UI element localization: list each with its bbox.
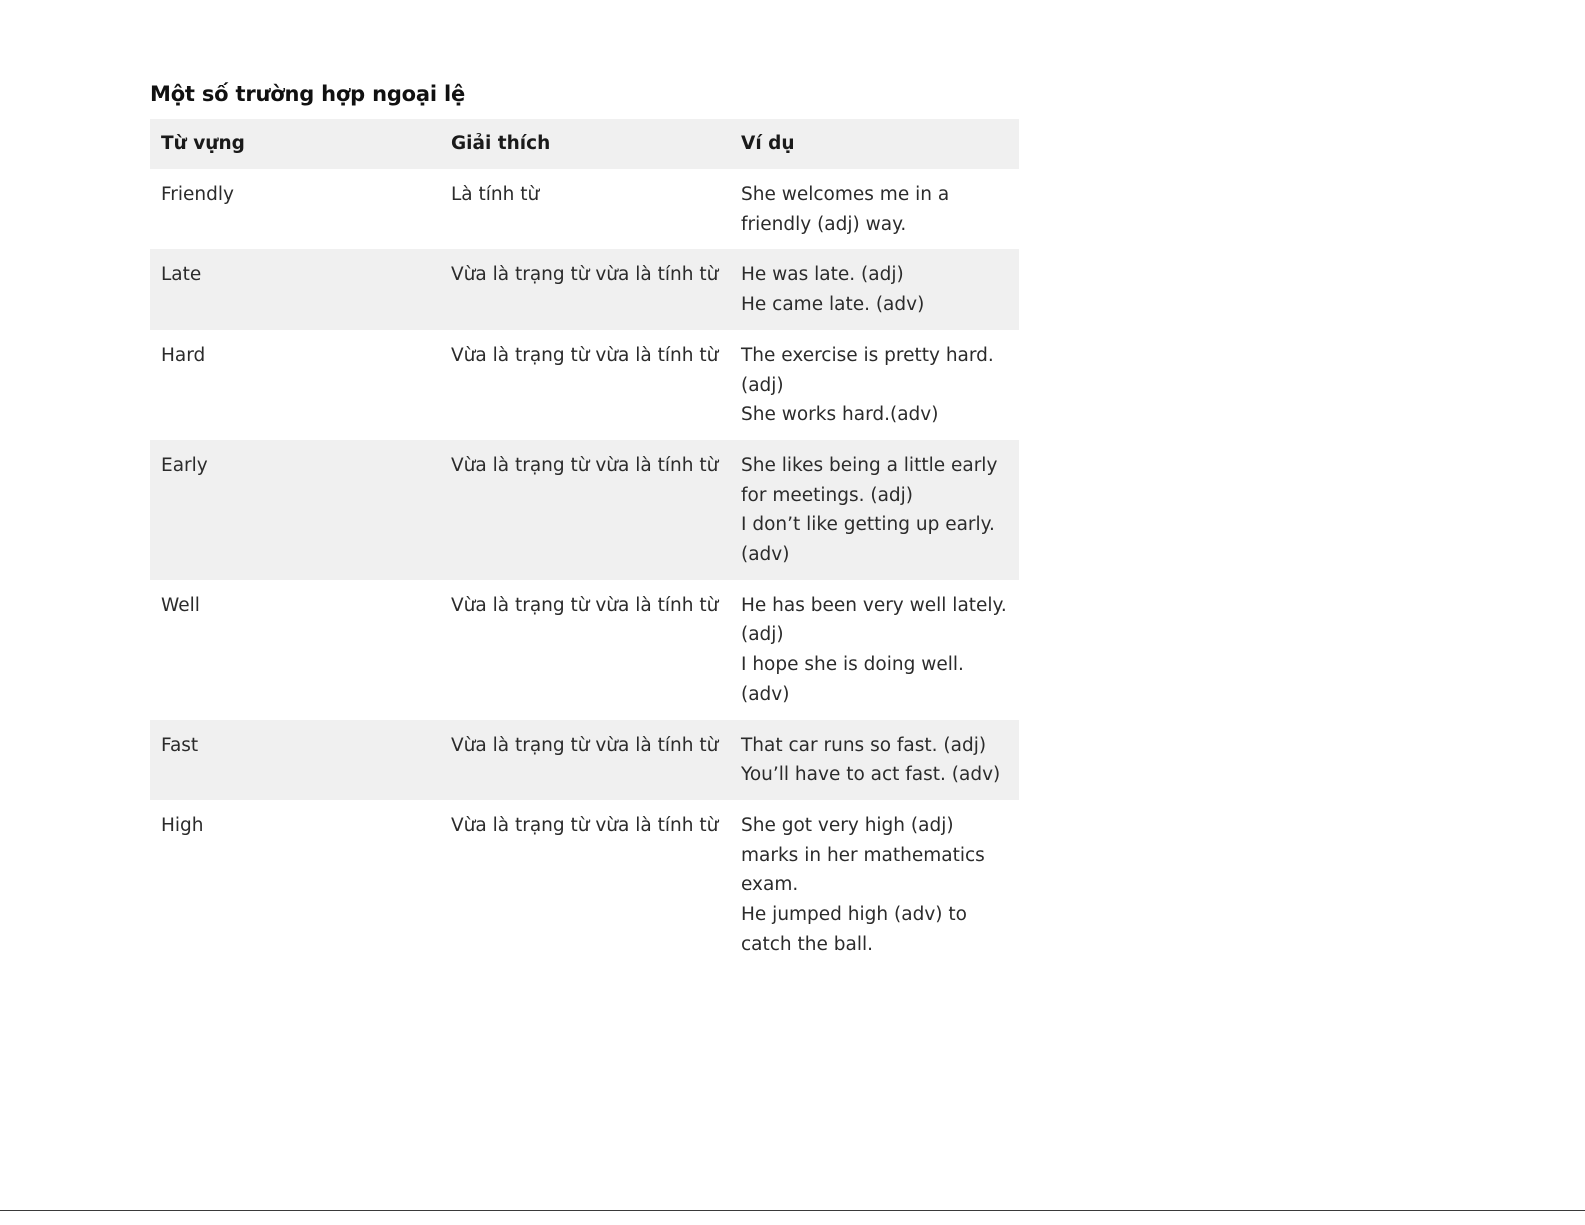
cell-explanation: Là tính từ [451, 184, 540, 205]
cell-examples [730, 580, 1019, 720]
cell-word: Well [161, 594, 200, 616]
cell-examples [730, 440, 1019, 580]
vocabulary-table [150, 119, 1019, 969]
cell-explanation: Vừa là trạng từ vừa là tính từ [451, 734, 719, 756]
table-row [150, 249, 1019, 329]
table-row [150, 169, 1019, 249]
table-row [150, 440, 1019, 580]
cell-word: High [161, 814, 204, 836]
cell-word: Hard [161, 344, 206, 366]
cell-examples [730, 720, 1019, 800]
cell-examples [730, 169, 1019, 249]
cell-explanation: Vừa là trạng từ vừa là tính từ [451, 454, 719, 476]
example-sentence: I don’t like getting up early. (adv) [741, 514, 995, 566]
cell-word: Early [161, 454, 208, 476]
example-sentence: He was late. (adj) [741, 264, 904, 286]
cell-explanation: Vừa là trạng từ vừa là tính từ [451, 344, 719, 366]
cell-word: Friendly [161, 184, 234, 205]
example-sentence: She welcomes me in a friendly (adj) way. [741, 184, 950, 235]
cell-examples [730, 249, 1019, 329]
cell-word: Fast [161, 734, 199, 756]
example-sentence: She got very high (adj) marks in her mathematics exam. [741, 814, 985, 896]
example-sentence: The exercise is pretty hard. (adj) [741, 344, 994, 396]
example-sentence: She likes being a little early for meetings. (adj) [741, 454, 998, 506]
example-sentence: He has been very well lately. (adj) [741, 594, 1007, 646]
column-header-word: Từ vựng [161, 133, 245, 154]
cell-examples [730, 800, 1019, 970]
cell-examples [730, 330, 1019, 440]
cell-explanation: Vừa là trạng từ vừa là tính từ [451, 814, 719, 836]
table-row [150, 720, 1019, 800]
example-sentence: I hope she is doing well. (adv) [741, 654, 964, 705]
header-row [150, 119, 1019, 169]
column-header-example: Ví dụ [741, 133, 795, 154]
cell-explanation: Vừa là trạng từ vừa là tính từ [451, 264, 719, 286]
table-header [150, 119, 1019, 169]
example-sentence: He jumped high (adv) to catch the ball. [741, 904, 967, 955]
page-title: Một số trường hợp ngoại lệ [150, 82, 466, 106]
table-row [150, 580, 1019, 720]
example-sentence: She works hard.(adv) [741, 404, 939, 426]
page-bottom-rule [0, 1210, 1585, 1211]
table-row [150, 800, 1019, 970]
table-body [150, 169, 1019, 969]
example-sentence: That car runs so fast. (adj) [741, 734, 987, 756]
example-sentence: He came late. (adv) [741, 294, 925, 316]
column-header-explanation: Giải thích [451, 133, 551, 154]
cell-word: Late [161, 264, 202, 286]
table-row [150, 330, 1019, 440]
cell-explanation: Vừa là trạng từ vừa là tính từ [451, 594, 719, 616]
example-sentence: You’ll have to act fast. (adv) [741, 764, 1001, 786]
